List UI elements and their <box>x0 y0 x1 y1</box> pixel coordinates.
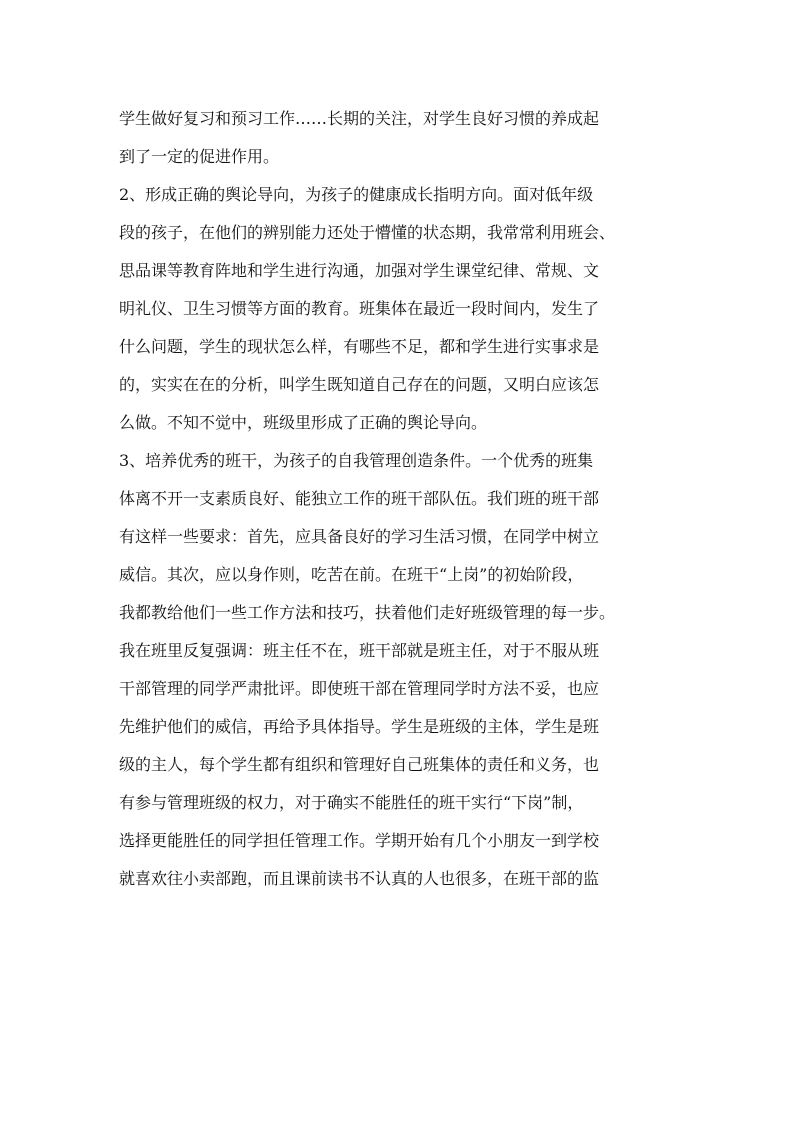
text-line: 到了一定的促进作用。 <box>119 147 280 166</box>
text-line: 选择更能胜任的同学担任管理工作。学期开始有几个小朋友一到学校 <box>119 831 600 850</box>
text-line: 段的孩子，在他们的辨别能力还处于懵懂的状态期，我常常利用班会、 <box>119 223 616 242</box>
text-line: 级的主人，每个学生都有组织和管理好自己班集体的责任和义务，也 <box>119 755 600 774</box>
body-text <box>119 100 679 898</box>
text-line: 我在班里反复强调：班主任不在，班干部就是班主任，对于不服从班 <box>119 641 600 660</box>
text-line: 有这样一些要求：首先，应具备良好的学习生活习惯，在同学中树立 <box>119 527 600 546</box>
text-line: 学生做好复习和预习工作……长期的关注，对学生良好习惯的养成起 <box>119 109 600 128</box>
text-line: 2、形成正确的舆论导向，为孩子的健康成长指明方向。面对低年级 <box>119 185 594 204</box>
text-line: 体离不开一支素质良好、能独立工作的班干部队伍。我们班的班干部 <box>119 489 600 508</box>
text-line: 明礼仪、卫生习惯等方面的教育。班集体在最近一段时间内，发生了 <box>119 299 600 318</box>
text-line: 我都教给他们一些工作方法和技巧，扶着他们走好班级管理的每一步。 <box>119 603 616 622</box>
text-line: 有参与管理班级的权力，对于确实不能胜任的班干实行“下岗”制， <box>119 793 584 812</box>
text-line: 么做。不知不觉中，班级里形成了正确的舆论导向。 <box>119 413 488 432</box>
text-line: 威信。其次，应以身作则，吃苦在前。在班干“上岗”的初始阶段， <box>119 565 584 584</box>
text-line: 先维护他们的威信，再给予具体指导。学生是班级的主体，学生是班 <box>119 717 600 736</box>
text-line: 就喜欢往小卖部跑，而且课前读书不认真的人也很多，在班干部的监 <box>119 869 600 888</box>
text-line: 思品课等教育阵地和学生进行沟通，加强对学生课堂纪律、常规、文 <box>119 261 600 280</box>
text-line: 什么问题，学生的现状怎么样，有哪些不足，都和学生进行实事求是 <box>119 337 600 356</box>
text-line: 的，实实在在的分析，叫学生既知道自己存在的问题，又明白应该怎 <box>119 375 600 394</box>
text-line: 3、培养优秀的班干，为孩子的自我管理创造条件。一个优秀的班集 <box>119 451 594 470</box>
text-line: 干部管理的同学严肃批评。即使班干部在管理同学时方法不妥，也应 <box>119 679 600 698</box>
